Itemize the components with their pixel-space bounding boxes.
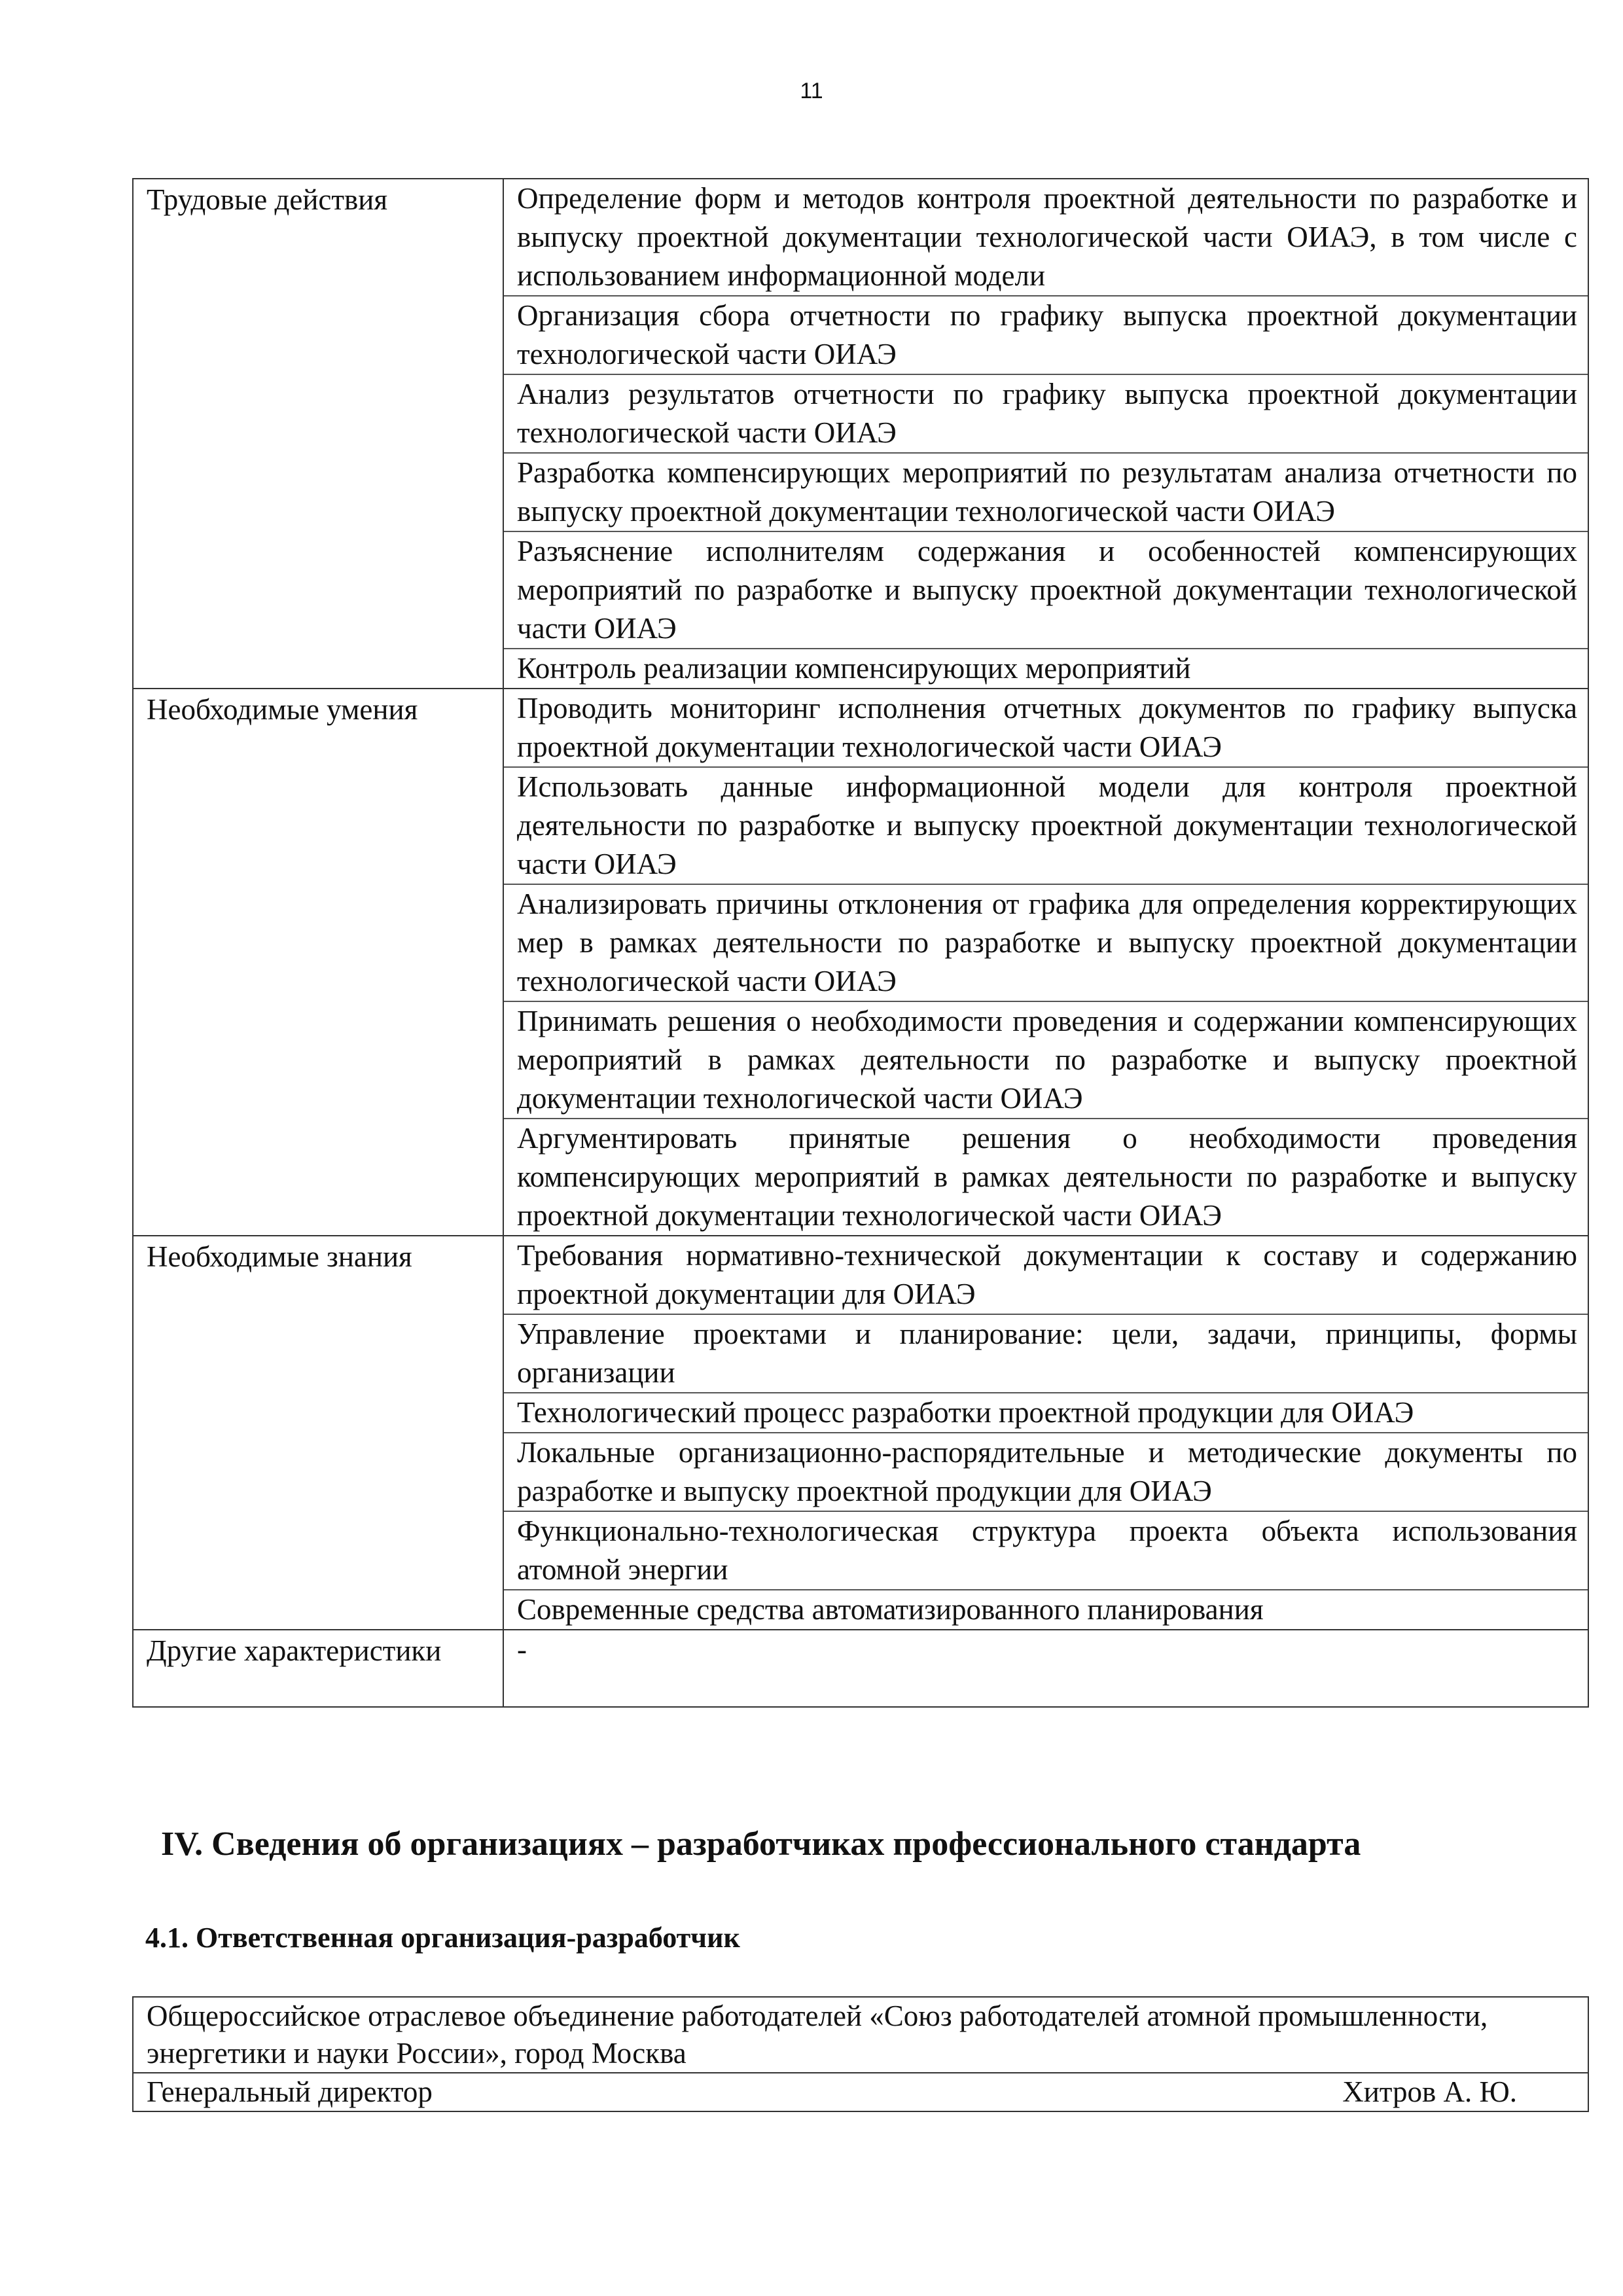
- table-row: [133, 1997, 1588, 2073]
- table-row: [133, 689, 1588, 1236]
- director-row: [133, 2073, 1588, 2111]
- list-item: Определение форм и методов контроля проектной деятельности по разработке и выпуску проектной документации технологической части ОИАЭ, в том числе с использованием информационной модели: [504, 179, 1588, 296]
- list-item: Функционально-технологическая структура проекта объекта использования атомной энергии: [504, 1512, 1588, 1590]
- list-item: -: [517, 1633, 527, 1666]
- list-item: Разъяснение исполнителям содержания и особенностей компенсирующих мероприятий по разработке и выпуску проектной документации технологической части ОИАЭ: [504, 532, 1588, 649]
- list-item: Разработка компенсирующих мероприятий по результатам анализа отчетности по выпуску проектной документации технологической части ОИАЭ: [504, 454, 1588, 532]
- list-item: Требования нормативно-технической документации к составу и содержанию проектной документации для ОИАЭ: [504, 1236, 1588, 1315]
- row-items: [503, 179, 1588, 689]
- row-items: [503, 1630, 1588, 1707]
- competency-table: [132, 178, 1589, 1708]
- list-item: Технологический процесс разработки проектной продукции для ОИАЭ: [504, 1393, 1588, 1433]
- organization-name: Общероссийское отраслевое объединение работодателей «Союз работодателей атомной промышленности, энергетики и науки России», город Москва: [133, 1997, 1588, 2073]
- organization-table: [132, 1996, 1589, 2112]
- list-item: Анализировать причины отклонения от графика для определения корректирующих мер в рамках деятельности по разработке и выпуску проектной документации технологической части ОИАЭ: [504, 885, 1588, 1002]
- director-name: Хитров А. Ю.: [1342, 2075, 1517, 2108]
- list-item: Аргументировать принятые решения о необходимости проведения компенсирующих мероприятий в рамках деятельности по разработке и выпуску проектной документации технологической части ОИАЭ: [517, 1122, 1577, 1232]
- row-category: Трудовые действия: [133, 179, 503, 689]
- list-item: Локальные организационно-распорядительные и методические документы по разработке и выпуску проектной продукции для ОИАЭ: [504, 1433, 1588, 1512]
- table-row: [133, 2073, 1588, 2111]
- sub-heading: 4.1. Ответственная организация-разработчик: [145, 1922, 740, 1954]
- row-items: [503, 1236, 1588, 1630]
- list-item: Современные средства автоматизированного планирования: [517, 1593, 1264, 1626]
- row-category: Необходимые знания: [133, 1236, 503, 1630]
- list-item: Контроль реализации компенсирующих мероприятий: [517, 652, 1191, 685]
- table-row: [133, 1630, 1588, 1707]
- table-row: [133, 179, 1588, 689]
- row-category: Другие характеристики: [133, 1630, 503, 1707]
- list-item: Принимать решения о необходимости проведения и содержании компенсирующих мероприятий в рамках деятельности по разработке и выпуску проектной документации технологической части ОИАЭ: [504, 1002, 1588, 1119]
- list-item: Управление проектами и планирование: цели, задачи, принципы, формы организации: [504, 1315, 1588, 1393]
- list-item: Организация сбора отчетности по графику выпуска проектной документации технологической части ОИАЭ: [504, 296, 1588, 375]
- list-item: Анализ результатов отчетности по графику выпуска проектной документации технологической части ОИАЭ: [504, 375, 1588, 454]
- director-position: Генеральный директор: [147, 2075, 433, 2108]
- page-number: 11: [800, 79, 823, 103]
- list-item: Проводить мониторинг исполнения отчетных документов по графику выпуска проектной документации технологической части ОИАЭ: [504, 689, 1588, 768]
- list-item: Использовать данные информационной модели для контроля проектной деятельности по разработке и выпуску проектной документации технологической части ОИАЭ: [504, 768, 1588, 885]
- table-row: [133, 1236, 1588, 1630]
- section-heading: IV. Сведения об организациях – разработчиках профессионального стандарта: [161, 1825, 1361, 1863]
- row-category: Необходимые умения: [133, 689, 503, 1236]
- row-items: [503, 689, 1588, 1236]
